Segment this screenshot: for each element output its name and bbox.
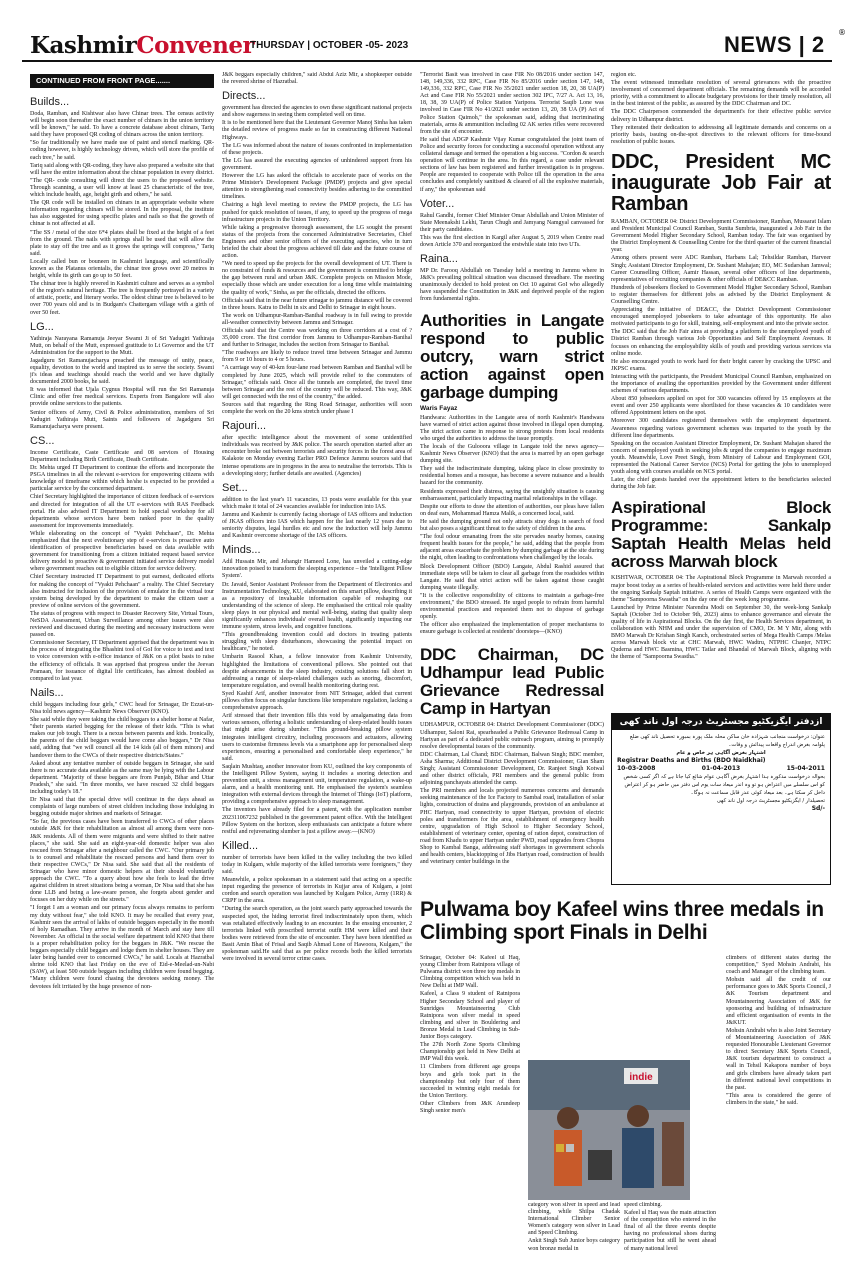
jump-heading: LG...: [30, 320, 54, 333]
section-label: NEWS | 2: [724, 32, 825, 57]
jump-heading: Nails...: [30, 686, 64, 699]
story-body: [222, 855, 412, 963]
paragraph: Among others present were ADC Ramban, Harbans Lal; Tehsildar Ramban, Harveer Singh; Assistant Director Employment, Dr. Sushant Mahajan; EO, MC Sudarshan Jamwal; Career Counselling Officer, Aamir Hassan, several other officers of line departments, representatives of recruiting companies & other officials of DE&CC Ramban.: [611, 255, 831, 283]
paragraph: They reiterated their dedication to addressing all legitimate demands and concerns on a priority basis, issuing on-the-spot directives to the relevant officers for time-bound resolution of public issues.: [611, 124, 831, 145]
paragraph: The 27th North Zone Sports Climbing Championship got held in New Delhi at IMP Wall this week.: [420, 1042, 520, 1063]
jump-heading: Set...: [222, 481, 248, 494]
paragraph: Ankit Singh Sub Junior boys category won bronze medal in: [528, 1238, 620, 1252]
paragraph: While taking a progressive thorough assessment, the LG sought the present status of the projects from the concerned Administrative Secretaries, Chief Engineers and other senior officers of the executing agencies, who in turn briefed the chair about the progress achieved till date and the future course of action.: [222, 224, 412, 260]
svg-text:indie: indie: [629, 1072, 653, 1083]
story-body: [30, 702, 214, 991]
jump-heading: CS...: [30, 434, 55, 447]
bottom-column-a: [420, 955, 520, 1260]
paragraph: child beggars including four girls," CWC head for Srinagar, Dr Ezzat-un-Nisa told news agency—Kashmir News Observer (KNO).: [30, 701, 214, 715]
paragraph: The event witnessed immediate resolution of several grievances with the proactive involvement of concerned department officials. The remaining demands will be accorded priority, with a commitment to allocate budgetary provisions for their timely resolution, all in the best interest of the public, as assured by the DDC Chairman and DC.: [611, 80, 831, 108]
paragraph: About 850 jobseekers applied on spot for 300 vacancies offered by 15 employers at the event and over 250 applicants were shortlisted for these vacancies & 10 candidates were offered Appointment letters on the spot.: [611, 396, 831, 417]
paragraph: "A carriage way of 40-km four-lane road between Ramban and Banihal will be completed by June 2025, which will provide relief to the commuters of Srinagar," officials said. Once all the tunnels are completed, the travel time between Srinagar and the rest of the country will be reduced. This way, J&K will get connected with the rest of the country," the added.: [222, 365, 412, 400]
paragraph: Income Certificate, Caste Certificate and 08 services of Housing Department including Birth Certificate, Death Certificate.: [30, 449, 214, 463]
paragraph: Commissioner Secretary, IT Department apprised that the department was in the process of integrating the Bhashini tool of GoI for voice to text and text to voice conversion with e-office instance of J&K on a pilot basis to raise the efficiency of officials. It was apprised that progress under the Jeevan Pramaan, for issuance of digital life certificates, has almost doubled as compared to last year.: [30, 640, 214, 682]
paragraph: The LG has assured the executing agencies of unhindered support from his government.: [222, 157, 412, 171]
column-1: [30, 92, 214, 1260]
paragraph: The DDC Chairperson commended the department's for their effective public service delivery in Udhampur district.: [611, 109, 831, 123]
story-body: [420, 722, 604, 866]
urdu-line: تحصیلدار / ایگزیکٹیو مجسٹریٹ درجہ اول ناند کھی: [716, 798, 825, 804]
story-body: [30, 450, 214, 683]
paragraph: It was informed that Ujala Cygnus Hospital will run the Sri Ramanuja Clinic and offer free medical services. Experts from Bangalore will also provide online services to the patients.: [30, 387, 214, 408]
climber-photo-image: [528, 1060, 690, 1200]
jump-heading: Rajouri...: [222, 420, 267, 433]
paragraph: "So far traditionally we have made use of paint and stencil marking. QR-coding however, is highly technology driven, which will store the profile of each tree," he said.: [30, 140, 214, 161]
urdu-line: Registrar Deaths and Births (BDO Naidkhai): [617, 757, 766, 764]
story-body: [222, 497, 412, 541]
story-body: [611, 72, 831, 146]
jump-heading: Minds...: [222, 544, 261, 557]
paragraph: "The SS / metal of the size 6*4 plates shall be fixed at the height of a feet from the ground. The nails with springs shall be used that will allow the plate to stay off the tree and as it grows the springs will compress," Tariq said.: [30, 229, 214, 257]
story-body: [420, 268, 604, 303]
jump-heading: Voter...: [420, 197, 455, 210]
paragraph: Arif stressed that their invention fills this void by amalgamating data from various sensors, offering a holistic understanding of sleep-related health issues that might arise during slumber. "This ground-breaking pillow system integrates intelligent circuitry, including processors and actuators, allowing users to customise firmness levels via a smartphone app for personalised sleep experiences, ensuring a personalised and comfortable sleep experience," he said.: [222, 713, 412, 762]
story-body: [528, 1202, 620, 1253]
story-body: [222, 435, 412, 478]
paragraph: He said that ADGP Kashmir Vijay Kumar congratulated the joint team of Police and security forces for conducting a successful operation without any collateral damage and termed the operation a big success. "Cordon & search operation will continue in the area. In this regard, a case under relevant sections of law has been registered and further investigation is in progress. People are requested to cooperate with Police till the operation in the area concludes and completely sanitised & cleared of all the explosive materials, if any," the spokesman said: [420, 136, 604, 193]
paragraph: "The foul odour emanating from the site pervades nearby homes, causing frequent health issues for the people," he said, adding that the people from adjacent areas exacerbate the problem by dumping garbage at the site during the night, often leading to confrontations when challenged by the locals.: [420, 534, 604, 562]
paragraph: Doda, Ramban, and Kishtwar also have Chinar trees. The census activity will begin soon thereafter the exact number of chinars in the union territory will be known," he said. To have a concrete database about chinars, Tariq said they have proposed QR coding of chinars across the union territory.: [30, 111, 214, 139]
registered-mark: ®: [838, 28, 846, 37]
headline-langate: Authorities in Langate respond to public outcry, warn strict action against open garbage dumping: [420, 310, 604, 402]
paragraph: The LG was informed about the nature of issues confronted in implementation of these projects.: [222, 142, 412, 156]
jump-heading: Killed...: [222, 839, 259, 852]
paragraph: The DDC said that the Job Fair aims at providing a platform to the unemployed youth of District Ramban through various Job Opportunities and Self Employment Avenues. It focuses on enhancing the employability skills of youth and providing various services via online mode.: [611, 329, 831, 357]
story-body: [30, 111, 214, 317]
masthead-rule: [22, 60, 832, 62]
newspaper-logo: KashmirConvener: [30, 32, 255, 59]
paragraph: Kafeel ul Haq was the main attraction of the competition who entered in the final of all the three events despite having no professional shoes during participation but still he went ahead of many national level: [624, 1210, 716, 1252]
paragraph: MP Dr. Farooq Abdullah on Tuesday held a meeting in Jammu where in J&K's prevailing political situation was discussed threadbare. The meeting unanimously decided to hold protest on Oct 10 against GoI who allegedly have suspended the Constitution in J&K and deprived people of the region from fundamental rights.: [420, 268, 604, 303]
paragraph: He also encouraged youth to work hard for their bright career by cracking the UPSC and JKPSC exams.: [611, 358, 831, 372]
story-body: [420, 213, 604, 249]
paragraph: While elaborating on the concept of "Vyakti Pehchaan", Dr. Mehta emphasized that the next evolutionary step of e-services is proactive auto identification of prospective beneficiaries based on data available with government for transitioning from a citizen initiated request based service delivery model to proactive & government initiated service delivery model where government reaches out to eligible citizen for service delivery.: [30, 530, 214, 573]
paragraph: UDHAMPUR, OCTOBER 04: District Development Commissioner (DDC) Udhampur, Saloni Rai, spearheaded a Public Grievance Redressal Camp in Hartyan as part of a dedicated public outreach program, aiming to promptly resolve developmental issues of the community.: [420, 722, 604, 750]
paragraph: The locals of the Gulooora village in Langate told the news agency—Kashmir News Observer (KNO) that the area is marred by an open garbage dumping site.: [420, 444, 604, 465]
story-body: [222, 559, 412, 836]
story-body: [222, 72, 412, 86]
paragraph: number of terrorists have been killed in the valley including the two killed today in Kulgam, while majority of the killed terrorists were foreigners," they said.: [222, 854, 412, 875]
paragraph: Senior officers of Army, Civil & Police administration, members of Sri Yadugiri Yathiraja Mutt, Saints and followers of Jagadguru Sri Ramanujacharya were present.: [30, 409, 214, 430]
paragraph: Interacting with the participants, the President Municipal Council Ramban, emphasized on the importance of availing the opportunities provided by the Government under different schemes of various departments.: [611, 373, 831, 395]
headline-ramban: DDC, President MC inaugurate Job Fair at Ramban: [611, 150, 831, 215]
paragraph: speed climbing.: [624, 1202, 662, 1208]
story-body: [420, 415, 604, 637]
paragraph: KISHTWAR, OCTOBER 04: The Aspirational Block Programme in Marwah recorded a major boost today as a series of health-related services and activities were held there under the ongoing Sankalp Saptah initiative. A series of Health Camps were organized with the theme "Sampoorna Swastha" on the day one of the week long programme.: [611, 575, 831, 603]
paragraph: The QR code will be installed on chinars in an appropriate website where information regarding chinars will be stored. In the proposal, the institute has also suggested for using specific plates and nails so that the growth of chinar is not affected at all.: [30, 200, 214, 228]
urdu-signature: Sd/-: [811, 805, 825, 812]
story-body: [420, 955, 520, 1115]
story-body: [222, 105, 412, 416]
paragraph: RAMBAN, OCTOBER 04: District Development Commissioner, Ramban, Mussarat Islam and President Municipal Council Ramban, Sunita Sumbria, inaugurated a Job Fair in the Government Model Higher Secondary School, Ramban today. The fair was organised by the District Employment & Counselling Centre for the third quarter of the current financial year.: [611, 218, 831, 254]
jump-heading: Raina...: [420, 253, 458, 266]
paragraph: "We need to speed up the projects for the overall development of UT. There is no constraint of funds & resources and the government is committed to bridge the gap between rural and urban J&K. Complete projects on Mission Mode, especially those which are under execution for a long time while maintaining the quality of work," Sinha, as per the officials, directed the officers.: [222, 261, 412, 296]
paragraph: "I forget I am a woman and our primary focus always remains to perform my duty without fear," she told KNO. It may be recalled that every year, Kashmir sees the arrival of lakhs of outside beggars especially in the month of holy Ramadhan. They arrive in the month of March and stay here till November. An official in the social welfare department told KNO that there is a proper rehabilitation policy for the beggars in J&K. "We rescue the beggars especially child beggars and lodge them in shelter houses. They are later being handed over to concerned CWCs," he said. Locals at Hazratbal shrine told KNO that last Friday on the eve of Eid-e-Meelad-un-Nabi (SAW), at least 500 outside beggars including children were found begging. "Many children were found chasing the devotees seeking money. The devotees felt irritated by the huge presence of non-: [30, 905, 214, 990]
paragraph: Later, the chief guests handed over the appointment letters to the beneficiaries selected during the Job fair.: [611, 477, 831, 491]
paragraph: Chairing a high level meeting to review the PMDP projects, the LG has pushed for quick resolution of issues, if any, to speed up the progress of mega infrastructure projects in the Union Territory.: [222, 202, 412, 223]
headline-ddc-udhampur: DDC Chairman, DC Udhampur lead Public Grievance Redressal Camp in Hartyan: [420, 645, 604, 719]
paragraph: Moreover 300 candidates registered themselves with the employment department. Awareness regarding various government schemes was imparted to the youth by the different line departments.: [611, 418, 831, 439]
story-body: [726, 955, 831, 1107]
paragraph: Locally called bun or bouneen in Kashmiri language, and scientifically known as the Platanus orientalis, the chinar tree grows over 20 metres in height, while its girth can go up to 50 feet.: [30, 258, 214, 280]
paragraph: "This area is considered the genre of climbers in the state," he said.: [726, 1092, 831, 1106]
paragraph: category won silver in speed and lead climbing, while Shilpa Chadak International Climber Senior Women's category won silver in Lead and Speed Climbing.: [528, 1202, 620, 1237]
paragraph: Chief Secretary highlighted the importance of citizen feedback of e-services and directed for integration of all the UT e-services with RAS Feedback portal. He also advised IT Department to hold special workshop for all departments whose services have been ranked poor in the quality assessment for improvements immediately.: [30, 494, 214, 529]
continued-label: CONTINUED FROM FRONT PAGE.......: [30, 74, 214, 88]
paragraph: Dr Nisa said that the special drive will continue in the days ahead as complaints of large numbers of street children including those indulging in begging outside major shrines and markets of Srinagar.: [30, 797, 214, 818]
paragraph: "So far, the previous cases have been transferred to CWCs of other places outside J&K for their rehabilitation as almost all among them were non-J&K residents. All of them were migrants and were shifted to their native places," she said. She said an eight-year-old domestic helper was also rescued from Srinagar after a neighbour called the CWC. "Our primary job is to counsel and rehabilitate the rescued persons and hand them over to their respective CWCs," Dr Nisa said. She said that all the residents of Srinagar who have minor domestic helpers at their should voluntarily approach the CWC. "To a query about how she feels to lead the drive against children in street situations being a woman, Dr Nisa said that she has done LLB and being a law-aware person, she forgets about gender and focuses on her duty while on the streets.": [30, 819, 214, 904]
paragraph: Jagadguru Sri Ramanujacharya preached the message of unity, peace, equality, devotion to the world and inspired us to serve the society. Swami ji's ideas and teachings should reach the world and we have digitally documented 2000 books, he said.: [30, 357, 214, 386]
paragraph: climbers of different states during the competition," Syed Mohsin Andrabi, his coach and Manager of the climbing team.: [726, 955, 831, 976]
paragraph: Officials said that in the near future srinagar to jammu distance will be covered in three hours. Katra to Delhi in six and Delhi to Srinagar in eight hours.: [222, 297, 412, 311]
paragraph: Dr. Mehta urged IT Department to continue the efforts and incorporate the PSGA timelines in all the relevant e-services for empowering citizens with knowledge of timeframe within which he/she is expected to be provided a particular service by the concerned department.: [30, 465, 214, 493]
masthead: [0, 0, 848, 66]
paragraph: Dr. Javaid, Senior Assistant Professor from the Department of Electronics and Instrumentation Technology, KU, elaborated on this smart pillow, describing it as a repository of invaluable information capable of reshaping our understanding of the science of sleep. He emphasised the critical role quality sleep plays in our physical and mental well-being, stating that quality sleep significantly enhances individuals' overall health, significantly impacting our immune system, stress levels, and cognitive functions.: [222, 581, 412, 631]
urdu-notice: [611, 713, 831, 885]
column-4: [611, 72, 831, 710]
climber-photo: [528, 1060, 690, 1200]
paragraph: DDC Chairman, Lal Chand; BDC Chairman, Balwan Singh; BDC member, Asha Sharma; Additional District Development Commissioner, Gian Sham Singh; Assistant Commissioner Development, Dr. Ranjeet Singh Kotwal and other district officials, PRI members and the general public from adjoining panchayats attended the camp.: [420, 751, 604, 787]
paragraph: "It is the collective responsibility of citizens to maintain a garbage-free environment," the BDO stressed. He urged people to refrain from harmful environmental practices and requested them not to dispose of garbage openly.: [420, 592, 604, 621]
paragraph: after specific intelligence about the movement of some unidentified individuals was received by J&K police. The search operation started after an encounter broke out between terrorists and security forces in the forest area of Kalakote on Monday evening Earlier PRO Defence Jammu sources said that intense operations are in progress in the area to neutralise the terrorists. This is a developing story; further details are awaited. (Agencies): [222, 435, 412, 477]
paragraph: Kafeel, a Class 9 student of Ratnipora Higher Secondary School and player of Sunridges Mountaineering Club Ratnipora won silver medal in speed climbing and silver in Bouldering and Bronze Medal in Lead Climbing in Sub-Junior Boys category.: [420, 991, 520, 1041]
paragraph: "The QR- code consulting will direct the users to the proposed website. Through scanning, a user will know at least 25 characteristic of the tree, which include health, age, height girth and others," he said.: [30, 177, 214, 199]
paragraph: Yathiraja Narayana Ramanuja Jeeyar Swami Ji of Sri Yadugiri Yathiraja Mutt, on behalf of the Mutt, expressed gratitude to Lt Governor and the UT Administration for the support to the Mutt.: [30, 335, 214, 356]
paragraph: Despite our efforts to draw the attention of authorities, our pleas have fallen on deaf ears, Mohammad Hamza Malik, a concerned local, said.: [420, 503, 604, 517]
paragraph: However the LG has asked the officials to accelerate pace of works on the Prime Minister's Development Package (PMDP) projects and give special attention to strengthening road connectivity besides adhering to the committed timelines.: [222, 173, 412, 201]
paragraph: Residents expressed their distress, saying the unsightly situation is causing embarrassment, particularly impacting marital relationships in the village.: [420, 488, 604, 502]
paragraph: Chief Secretary instructed IT Department to put earnest, dedicated efforts for making the concept of "Vyakti Pehchaan" a reality. The Chief Secretary also instructed for inclusion of the provision of emulator in the virtual tour system being developed by the department to make the citizen user a preview of online services of the government.: [30, 574, 214, 609]
paragraph: She said while they were taking the child beggars to a shelter home at Nafar, "their parents started begging for the release of their kids. "This is what makes our job tough. There is a nexus between parents and kids. Ironically, the parents of the child beggars would have come also beggars," Dr Nisa said, adding that "we will council all the 14 kids (all of them minors) and handover them to the CWCs of their respective districts/States.": [30, 717, 214, 759]
paragraph: J&K beggars especially children," said Abdul Aziz Mir, a shopkeeper outside the revered shrine of Hazratbal.: [222, 72, 412, 86]
paragraph: region etc.: [611, 72, 637, 78]
column-3: [420, 72, 604, 994]
paragraph: Other Climbers from J&K Arundeep Singh senior men's: [420, 1100, 520, 1114]
paragraph: This was the first election in Kargil after August 5, 2019 when Centre read down Article 370 and reorganized the erstwhile state into two UTs.: [420, 234, 604, 248]
paragraph: Syed Kashif Arif, another innovator from NIT Srinagar, added that current pillows often focus on singular functions like temperature regulation, lacking a comprehensive approach.: [222, 690, 412, 712]
paragraph: Tariq said along with QR-coding, they have also prepared a website site that will have the entire information about the chinar population in every district.: [30, 162, 214, 176]
paragraph: Asked about any tentative number of outside beggars in Srinagar, she said there is no accurate data available as the same may be lying with the Labour department. "Majority of these beggars are from Punjab, Bihar and Uttar Pradesh," she said. "In three months, we have rescued 32 child beggars including today's 18.": [30, 760, 214, 795]
urdu-notice-body: [612, 730, 830, 816]
urdu-line: اشتہار بغرض آگاہی ہر خاص و عام: [676, 750, 766, 756]
story-body: [30, 336, 214, 431]
paragraph: The chinar tree is highly revered in Kashmiri culture and serves as a symbol of the region's natural heritage. The tree is frequently portrayed in a variety of artistic, poetic, and literary works. The oldest chinar tree is believed to be over 700 years old and is in Budgam's Chattergam village with a girth of over 50 feet.: [30, 281, 214, 316]
paragraph: The PRI members and locals projected numerous concerns and demands seeking maintenance of the Ice Factory to Sambal road, installation of solar lights, construction of drains and playgrounds, provision of an ambulance at PHC Hartyan, road connectivity to upper Hartyan, provision of electric poles and transformers for the area, establishment of emergency health centre, upgradation of High School to Higher Secondary School, establishment of veterinary center, opening of ration depot, construction of road from Khadu to upper Hartyan under PWD, road upgrades from Chopra Shop to Kambal Banga, addressing staff shortages in government schools and health centers, blacktopping of Jibs Hartyan road, construction of health and veterinary center buildings in the: [420, 788, 604, 866]
paragraph: Umbarin Rasool Khan, a fellow innovator from Kashmir University, highlighted the limitations of conventional pillows. She pointed out that despite advancements in the sleep industry, existing solutions fall short in addressing a range of sleep-related challenges such as snoring, discomfort, temperature regulation, and overall health monitoring during rest.: [222, 654, 412, 689]
urdu-date: 15-04-2011: [786, 765, 825, 772]
paragraph: government has directed the agencies to own these significant national projects and show eagerness in seeing them completed well on time.: [222, 105, 412, 119]
paragraph: Meanwhile, a police spokesman in a statement said that acting on a specific input regarding the presence of terrorists in Kujjar area of Kulgam, a joint cordon and search operation was launched by Kulgam Police, Army (1RR) & CRPF in the area.: [222, 877, 412, 905]
jump-heading: Directs...: [222, 90, 266, 103]
paragraph: Officials said that the Centre was working on three corridors at a cost of ?35,000 crore. The first corridor from Jammu to Udhampur-Ramban-Banihal and further to Srinagar, includes the section from Srinagar to Banihal.: [222, 328, 412, 349]
paragraph: "Terrorist Basit was involved in case FIR No 08/2016 under section 147, 148, 149,336, 332 RPC, Case FIR No 85/2016 under section 147, 148, 149,336, 332 RPC, Case FIR No 35/2021 under section 18, 20, 38 UA(P) Act and Case FIR No 55/2021 under section 302 IPC, 7/27 A. Act 13, 16, 18, 38, 39 UA(P) of Police Station Yaripora. Terrorist Saqib Lone was involved in Case FIR No 41/2021 under section 13, 20, 38 UA (P) Act of Police Station Qaimoh," the spokesman said, adding that incriminating materials, arms & ammunition including 02 AK series rifles were recovered from the site of encounter.: [420, 72, 604, 135]
paragraph: Rahul Gandhi, former Chief Minister Omar Abdullah and Union Minister of State Meenakshi Lekhi, Tarun Chugh and Jamyang Namgyal canvassed for their party candidates.: [420, 212, 604, 233]
jump-heading: Builds...: [30, 96, 70, 108]
paragraph: Appreciating the initiative of DE&CC, the District Development Commissioner encouraged unemployed jobseekers to take advantage of this opportunity. He also motivated participants to go for skill, training, self-employment and into the private sector.: [611, 307, 831, 328]
story-body: [611, 219, 831, 491]
urdu-line: بحوالہ درخواست مذکورہ ہذا اشتہار بغرض آگاہی عوام شائع کیا جاتا ہے کہ اگر کسی شخص کو اس سلسلے میں اعتراض ہو تو وہ اندر میعاد سات یوم اس دفتر میں حاضر ہو کر اعتراض داخل کر سکتا ہے۔ بعد میعاد کوئی عذر قابل سماعت نہ ہوگا۔: [623, 774, 825, 796]
bottom-column-d: [726, 955, 831, 1260]
column-2: [222, 72, 412, 1260]
story-body: [611, 575, 831, 661]
urdu-date: 01-04-2013: [701, 765, 741, 772]
paragraph: Hundreds of jobseekers flocked to Government Model Higher Secondary School, Ramban to register themselves for different jobs as advised by the District Employment & Counselling Centre.: [611, 284, 831, 305]
story-body: [420, 72, 604, 194]
headline-pulwama-climber: Pulwama boy Kafeel wins three medals in Climbing sport Finals in Delhi: [420, 898, 824, 944]
paragraph: Block Development Officer (BDO) Langate, Abdul Rashid assured that immediate steps will be taken to clear all garbage from the roadsides within Langate. He said that strict action will be taken against those caught dumping waste illegally.: [420, 563, 604, 591]
paragraph: Jammu and Kashmir is currently facing shortage of IAS officers and induction of JKAS officers into IAS which happen for the last nearly 12 years due to seniority disputes, legal hurdles etc and now the induction will help Jammu and Kashmir overcome shortage of the IAS officers.: [222, 511, 412, 540]
urdu-line: عنوان: درخواست منجانب شہزادہ خان ساکن محلہ ملک پورہ بمبورہ تحصیل ناند کھی ضلع پلوامہ بغرض اندراج واقعات پیدائش و وفات۔: [629, 734, 825, 748]
story-body: [624, 1202, 716, 1253]
paragraph: Adil Hussain Mir, and Jehangir Hameed Lone, has unveiled a cutting-edge innovation poised to transform the sleeping experience – the 'Intelligent Pillow System'.: [222, 559, 412, 580]
paragraph: The officer also emphasized the implementation of proper mechanisms to ensure garbage is collected at residents' doorsteps—(KNO): [420, 622, 604, 636]
paragraph: They said the indiscriminate dumping, taking place in close proximity to residential homes and a mosque, has become a severe nuisance and a health hazard for the community.: [420, 466, 604, 487]
paragraph: Srinagar, October 04: Kafeel ul Haq, young Climber from Ratnipora village of Pulwama district won three top medals in Climbing competition which was held in New Delhi at IMP Wall.: [420, 955, 520, 990]
paragraph: "During the search operation, as the joint search party approached towards the suspected spot, the hiding terrorist fired indiscriminately upon them, which was retaliated effectively leading to an encounter. In the ensuing encounter, 2 terrorists linked with proscribed terrorist outfit HM were killed and their bodies were retrieved from the site of encounter. They have been identified as Basit Amin Bhat of Frisal and Saqib Ahmad Lone of Hawoora, Kulgam," the spokesman said.He said that as per police records both the killed terrorists were involved in several terror crime cases.: [222, 906, 412, 963]
paragraph: The work on Udhampur-Ramban-Banihal roadway is in full swing to provide all-weather connectivity between Jammu and Srinagar.: [222, 312, 412, 326]
paragraph: Mohsin Andrabi who is also Joint Secretary of Mountaineering Association of J&K requested Honourable Lieutenant Governor to direct Secretary J&K Sports Council, J&K tourism department to construct a wall in Tehsil Kakapora number of boys and girls climbers have already taken part in different national level competitions in the past.: [726, 1027, 831, 1091]
urdu-dates: [617, 765, 825, 773]
paragraph: "This groundbreaking invention could aid doctors in treating patients struggling with sleep disturbances, showcasing the potential impact on healthcare," he noted.: [222, 632, 412, 653]
urdu-date: 10-03-2008: [617, 765, 656, 772]
bottom-column-b: [528, 1202, 620, 1260]
paragraph: Mohsin said all the credit of our performance goes to J&K Sports Council, J &K Tourism department and Mountaineering Association of J&K for sponsoring and building of infrastructure and efficient organisation of events in the J&KUT.: [726, 977, 831, 1026]
bottom-column-c: [624, 1202, 716, 1260]
headline-aspirational: Aspirational Block Programme: Sankalp Saptah Health Melas held across Marwah block: [611, 498, 831, 572]
paragraph: The inventors have already filed for a patent, with the application number 202311067232 published in the government patent office. With the Intelligent Pillow System on the horizon, sleep enthusiasts can anticipate a future where restful and rejuvenating slumber is just a pillow away.—(KNO): [222, 807, 412, 835]
paragraph: The status of progress with respect to Disaster Recovery Site, Virtual Tours, NeSDA Assessment, Urban Surveillance among other issues were also reviewed and discussed during the meeting and necessary instructions were passed on.: [30, 610, 214, 639]
urdu-notice-header: ازدفتر ایگزیکٹیو مجسٹریٹ درجہ اول ناند کھی: [612, 714, 830, 730]
paragraph: Launched by Prime Minister Narendra Modi on September 30, the week-long Sankalp Saptah (October 3rd to October 9th, 2023) aims to enhance governance and elevate the quality of life in Aspirational Blocks. On the day first, the Health Services department, in collaboration with NHM and under the supervision of CMO, Dr. M Y Mir, along with BMO Marwah Dr Krishan Singh Kanch, orchestrated series of Mega Health Camps /Melas across Marwah block viz at CHC Marwah, HWC Wadtru, NTPHC Chanjer, NTPC Quderna and HWC Basmina, HWC Tatlar and Bhandal of Marwah Block, aligning with the theme of "Sampoorna Swastha.": [611, 604, 831, 661]
paragraph: Saqlain Mushtaq, another innovator from KU, outlined the key components of the Intelligent Pillow System, saying it includes a snoring detection and prevention unit, a stress management unit, temperature regulation, a wake-up alarm, and a health monitoring unit. He emphasised the system's seamless integration with external devices through the Internet of Things (IoT) platform, providing a comprehensive approach to sleep management.: [222, 763, 412, 806]
paragraph: Speaking on the occasion Assistant Director Employment, Dr. Sushant Mahajan shared the concern of unemployed youth in seeking jobs & urged the companies to engage maximum youth. Meanwhile, Love Preet Singh, from Ministry of Labour and Employment GOI, represented the National Career Service (NCS) Portal for getting the jobs to unemployed youth along with courses available on NCS portal.: [611, 440, 831, 476]
dateline: THURSDAY | OCTOBER -05- 2023: [250, 40, 409, 51]
paragraph: "The roadways are likely to reduce travel time between Srinagar and Jammu from 9 or 10 hours to 4 or 5 hours.: [222, 350, 412, 364]
paragraph: It is to be mentioned here that the Lieutenant Governor Manoj Sinha has taken the detailed review of progress made so far in constructing different National Highways.: [222, 120, 412, 141]
paragraph: Handwara: Authorities in the Langate area of north Kashmir's Handwara have warned of strict action against those involved in illegal open dumping. The strict action came in response to strong protests from local residents who urged the authorities to address the issue promptly.: [420, 414, 604, 442]
paragraph: addition to the last year's 11 vacancies, 13 posts were available for this year which make it total of 24 vacancies available for induction into IAS.: [222, 496, 412, 510]
paragraph: Sources said that regarding the Ring Road Srinagar, authorities will soon complete the work on the 20 kms stretch under phase I: [222, 401, 412, 416]
paragraph: He said the dumping ground not only attracts stray dogs in search of food but also poses a significant threat to the safety of children in the area.: [420, 518, 604, 533]
paragraph: 11 Climbers from different age groups boys and girls took part in the championship but only four of them succeeded in winning eight medals for the Union Territory.: [420, 1064, 520, 1099]
byline: Waris Fayaz: [420, 404, 458, 412]
